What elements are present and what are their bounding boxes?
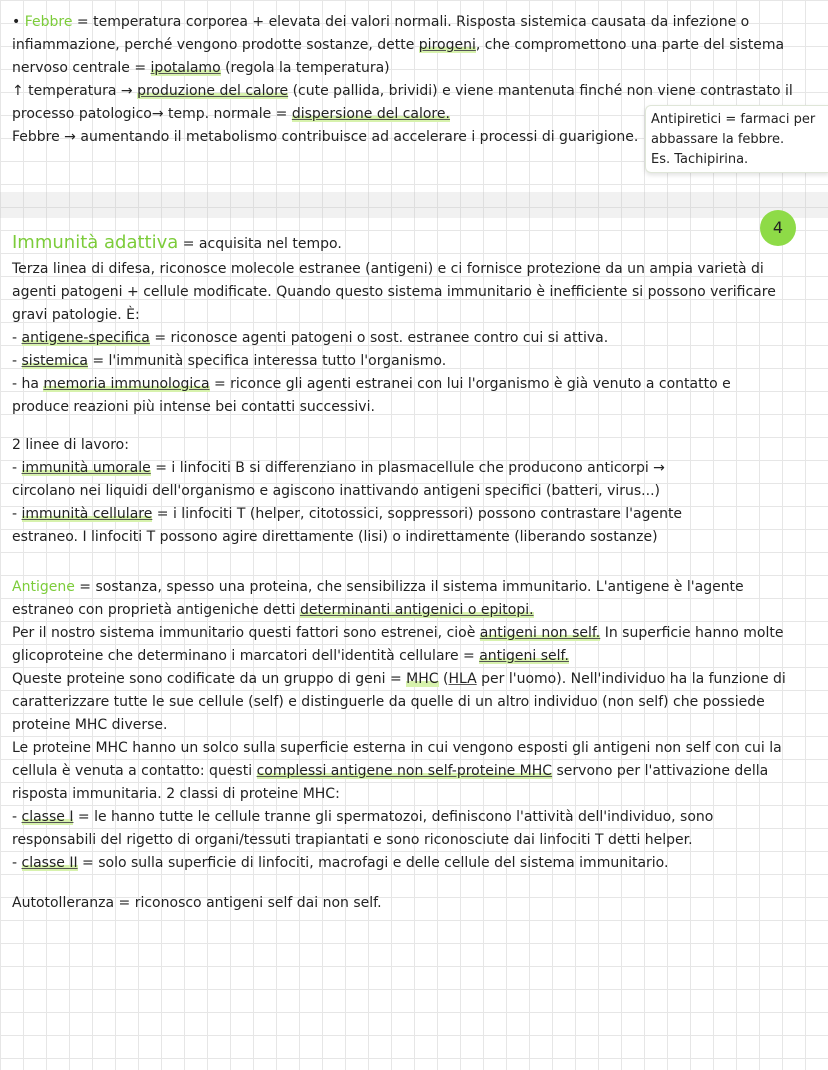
text: per l'uomo). Nell'individuo ha la funzione di [476,671,786,687]
antigen-line-5 [12,668,786,690]
text: = i linfociti T (helper, citotossici, soppressori) possono contrastare l'agente [152,506,683,522]
antigen-line-14: Autotolleranza = riconosco antigeni self dai non self. [12,895,382,911]
antigen-line-9 [12,760,768,782]
text: cellula è venuta a contatto: questi [12,763,257,779]
text: processo patologico→ temp. normale = [12,106,292,122]
term-produzione-calore: produzione del calore [137,83,289,99]
section-title-line [12,232,342,255]
text: = sostanza, spesso una proteina, che sensibilizza il sistema immunitario. L'antigene è l'agente [74,579,744,595]
text: nervoso centrale = [12,60,151,76]
antigen-line-6: caratterizzare tutte le sue cellule (self) e distinguerle da quelle di un altro individuo (non self) che possiede [12,694,765,710]
antigen-line-3 [12,622,783,644]
antigen-line-2 [12,599,534,621]
text: = riconosce agenti patogeni o sost. estranee contro cui si attiva. [149,330,609,346]
section-title: Immunità adattiva [12,232,179,253]
fever-line-4 [12,80,793,102]
term-febbre: Febbre [24,14,73,30]
fever-line-1 [12,11,749,33]
text: = le hanno tutte le cellule tranne gli spermatozoi, definiscono l'attività dell'individuo, sono [73,809,714,825]
fever-line-6: Febbre → aumentando il metabolismo contribuisce ad accelerare i processi di guarigione. [12,129,639,145]
term-classe-1: classe I [21,809,74,825]
antigen-line-11 [12,806,713,828]
text: , che compromettono una parte del sistema [475,37,785,53]
adaptive-line-9 [12,457,665,479]
adaptive-line-11 [12,503,682,525]
adaptive-line-3: gravi patologie. È: [12,307,140,323]
term-classe-2: classe II [21,855,78,871]
term-antigeni-self: antigeni self. [479,648,569,664]
antigen-line-8: Le proteine MHC hanno un solco sulla superficie esterna in cui vengono esposti gli antigeni non self con cui la [12,740,782,756]
text: In superficie hanno molte [600,625,784,641]
antigen-line-4 [12,645,569,667]
term-immunita-cellulare: immunità cellulare [21,506,153,522]
text: - ha [12,376,44,392]
antigen-line-13 [12,852,668,874]
antigen-line-12: responsabili del rigetto di organi/tessuti trapiantati e sono riconosciute dai linfociti T detti helper. [12,832,693,848]
term-hla: HLA [448,671,477,687]
fever-line-5 [12,103,450,125]
note-line-2: abbassare la febbre. [651,132,785,147]
adaptive-line-5 [12,350,446,372]
term-antigeni-non-self: antigeni non self. [479,625,601,641]
adaptive-line-1: Terza linea di difesa, riconosce molecole estranee (antigeni) e ci fornisce protezione da un ampia varietà di [12,261,764,277]
bullet: • [12,14,21,30]
fever-line-2 [12,34,784,56]
text: = l'immunità specifica interessa tutto l'organismo. [87,353,447,369]
term-memoria-immunologica: memoria immunologica [43,376,210,392]
text: estraneo con proprietà antigeniche detti [12,602,300,618]
text: Queste proteine sono codificate da un gruppo di geni = [12,671,407,687]
text: - [12,506,22,522]
term-pirogeni: pirogeni [418,37,476,53]
term-antigene: Antigene [12,579,75,595]
page-number-badge: 4 [760,210,796,246]
text: glicoproteine che determinano i marcatori dell'identità cellulare = [12,648,480,664]
text: temperatura → [23,83,138,99]
text: ( [438,671,449,687]
text: - [12,809,22,825]
term-mhc: MHC [406,671,439,687]
adaptive-line-6 [12,373,731,395]
section-divider [0,192,828,218]
adaptive-line-8: 2 linee di lavoro: [12,437,129,453]
text: infiammazione, perché vengono prodotte sostanze, dette [12,37,419,53]
up-arrow-icon: ↑ [12,83,24,99]
note-line-3: Es. Tachipirina. [651,152,749,167]
term-sistemica: sistemica [21,353,88,369]
adaptive-line-2: agenti patogeni + cellule modificate. Quando questo sistema immunitario è inefficiente si possono verificare [12,284,776,300]
text: (cute pallida, brividi) e viene mantenuta finché non viene contrastato il [288,83,793,99]
fever-line-3 [12,57,390,79]
adaptive-line-7: produce reazioni più intense bei contatti successivi. [12,399,375,415]
text: (regola la temperatura) [220,60,390,76]
text: = solo sulla superficie di linfociti, macrofagi e delle cellule del sistema immunitario. [77,855,669,871]
text: = temperatura corporea + elevata dei valori normali. Risposta sistemica causata da infezione o [72,14,750,30]
adaptive-line-4 [12,327,608,349]
sticky-note [645,105,828,173]
antigen-line-7: proteine MHC diverse. [12,717,168,733]
text: servono per l'attivazione della [552,763,769,779]
term-complessi: complessi antigene non self-proteine MHC [256,763,553,779]
note-line-1: Antipiretici = farmaci per [651,112,816,127]
text: Per il nostro sistema immunitario questi fattori sono estrenei, cioè [12,625,480,641]
text: = riconce gli agenti estranei con lui l'organismo è già venuto a contatto e [209,376,731,392]
term-antigene-specifica: antigene-specifica [21,330,150,346]
antigen-line-1 [12,576,744,598]
text: - [12,460,22,476]
text: = acquisita nel tempo. [178,236,342,252]
text: = i linfociti B si differenziano in plasmacellule che producono anticorpi → [150,460,665,476]
term-immunita-umorale: immunità umorale [21,460,151,476]
text: - [12,353,22,369]
text: - [12,855,22,871]
adaptive-line-10: circolano nei liquidi dell'organismo e agiscono inattivando antigeni specifici (batteri, virus...) [12,483,660,499]
antigen-line-10: risposta immunitaria. 2 classi di proteine MHC: [12,786,340,802]
term-dispersione-calore: dispersione del calore. [291,106,450,122]
term-ipotalamo: ipotalamo [150,60,221,76]
term-determinanti: determinanti antigenici o epitopi. [299,602,534,618]
text: - [12,330,22,346]
adaptive-line-12: estraneo. I linfociti T possono agire direttamente (lisi) o indirettamente (liberando sostanze) [12,529,658,545]
